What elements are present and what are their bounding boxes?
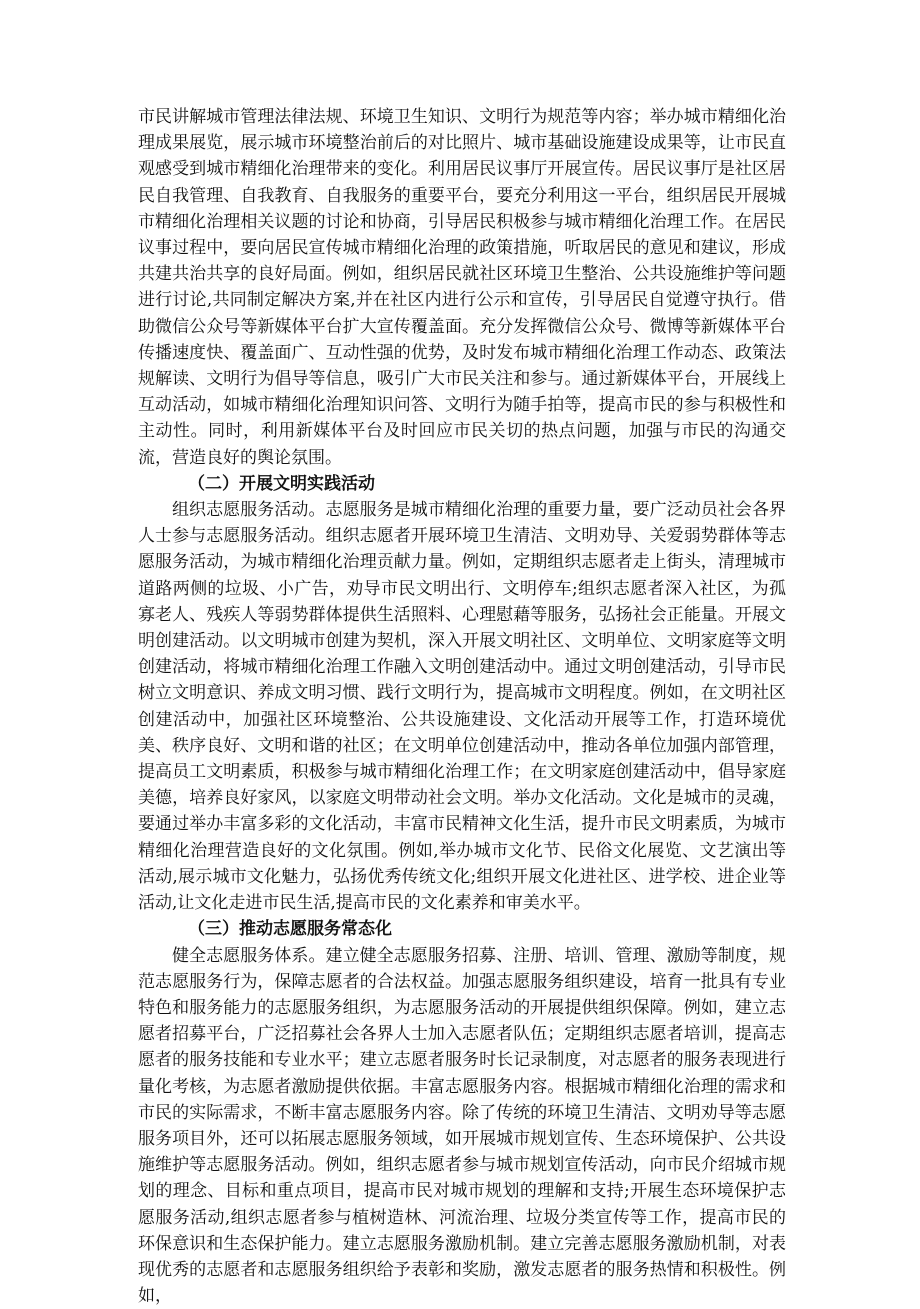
paragraph-publicity: 市民讲解城市管理法律法规、环境卫生知识、文明行为规范等内容；举办城市精细化治理成果展览，展示城市环境整治前后的对比照片、城市基础设施建设成果等，让市民直观感受到城市精细化治理带来的变化。利用居民议事厅开展宣传。居民议事厅是社区居民自我管理、自我教育、自我服务的重要平台，要充分利用这一平台，组织居民开展城市精细化治理相关议题的讨论和协商，引导居民积极参与城市精细化治理工作。在居民议事过程中，要向居民宣传城市精细化治理的政策措施，听取居民的意见和建议，形成共建共治共享的良好局面。例如，组织居民就社区环境卫生整治、公共设施维护等问题进行讨论,共同制定解决方案,并在社区内进行公示和宣传，引导居民自觉遵守执行。借助微信公众号等新媒体平台扩大宣传覆盖面。充分发挥微信公众号、微博等新媒体平台传播速度快、覆盖面广、互动性强的优势，及时发布城市精细化治理工作动态、政策法规解读、文明行为倡导等信息，吸引广大市民关注和参与。通过新媒体平台，开展线上互动活动，如城市精细化治理知识问答、文明行为随手拍等，提高市民的参与积极性和主动性。同时，利用新媒体平台及时回应市民关切的热点问题，加强与市民的沟通交流，营造良好的舆论氛围。 — [138, 104, 786, 471]
paragraph-volunteer-normalization: 健全志愿服务体系。建立健全志愿服务招募、注册、培训、管理、激励等制度，规范志愿服务行为，保障志愿者的合法权益。加强志愿服务组织建设，培育一批具有专业特色和服务能力的志愿服务组织，为志愿服务活动的开展提供组织保障。例如，建立志愿者招募平台，广泛招募社会各界人士加入志愿者队伍；定期组织志愿者培训，提高志愿者的服务技能和专业水平；建立志愿者服务时长记录制度，对志愿者的服务表现进行量化考核，为志愿者激励提供依据。丰富志愿服务内容。根据城市精细化治理的需求和市民的实际需求，不断丰富志愿服务内容。除了传统的环境卫生清洁、文明劝导等志愿服务项目外，还可以拓展志愿服务领域，如开展城市规划宣传、生态环境保护、公共设施维护等志愿服务活动。例如，组织志愿者参与城市规划宣传活动，向市民介绍城市规划的理念、目标和重点项目，提高市民对城市规划的理解和支持;开展生态环境保护志愿服务活动,组织志愿者参与植树造林、河流治理、垃圾分类宣传等工作，提高市民的环保意识和生态保护能力。建立志愿服务激励机制。建立完善志愿服务激励机制，对表现优秀的志愿者和志愿服务组织给予表彰和奖励，激发志愿者的服务热情和积极性。例如， — [138, 943, 786, 1309]
paragraph-civilization-practice: 组织志愿服务活动。志愿服务是城市精细化治理的重要力量，要广泛动员社会各界人士参与志愿服务活动。组织志愿者开展环境卫生清洁、文明劝导、关爱弱势群体等志愿服务活动，为城市精细化治理贡献力量。例如，定期组织志愿者走上街头，清理城市道路两侧的垃圾、小广告，劝导市民文明出行、文明停车;组织志愿者深入社区，为孤寡老人、残疾人等弱势群体提供生活照料、心理慰藉等服务，弘扬社会正能量。开展文明创建活动。以文明城市创建为契机，深入开展文明社区、文明单位、文明家庭等文明创建活动，将城市精细化治理工作融入文明创建活动中。通过文明创建活动，引导市民树立文明意识、养成文明习惯、践行文明行为，提高城市文明程度。例如，在文明社区创建活动中，加强社区环境整治、公共设施建设、文化活动开展等工作，打造环境优美、秩序良好、文明和谐的社区；在文明单位创建活动中，推动各单位加强内部管理，提高员工文明素质，积极参与城市精细化治理工作；在文明家庭创建活动中，倡导家庭美德，培养良好家风，以家庭文明带动社会文明。举办文化活动。文化是城市的灵魂，要通过举办丰富多彩的文化活动，丰富市民精神文化生活，提升市民文明素质，为城市精细化治理营造良好的文化氛围。例如,举办城市文化节、民俗文化展览、文艺演出等活动,展示城市文化魅力，弘扬优秀传统文化;组织开展文化进社区、进学校、进企业等活动,让文化走进市民生活,提高市民的文化素养和审美水平。 — [138, 497, 786, 916]
section-heading-civilization-practice: （二）开展文明实践活动 — [138, 471, 786, 497]
document-body — [138, 104, 786, 1309]
section-heading-volunteer-normalization: （三）推动志愿服务常态化 — [138, 916, 786, 942]
